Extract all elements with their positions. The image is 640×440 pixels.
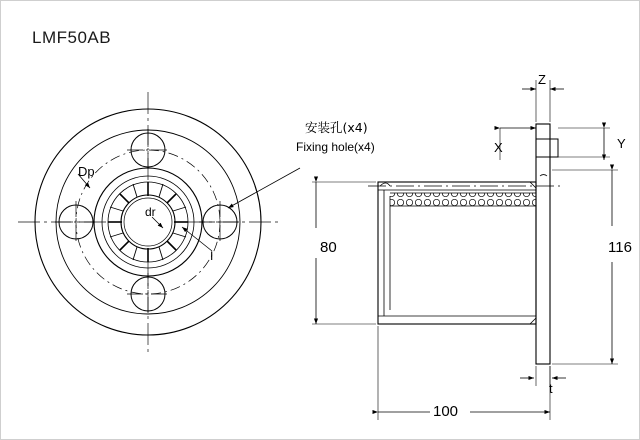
label-dr: dr: [145, 205, 156, 219]
front-view: [18, 92, 278, 352]
label-dp: Dp: [78, 164, 95, 179]
dimension-y: Y: [617, 136, 626, 151]
dimension-80: 80: [320, 239, 337, 256]
dimension-z: Z: [538, 72, 546, 87]
dimension-116: 116: [608, 239, 632, 256]
dimension-100: 100: [433, 403, 459, 420]
fixing-hole-note-en: Fixing hole(x4): [296, 140, 375, 154]
fixing-hole-note-cn: 安装孔(x4): [305, 120, 368, 135]
dimension-x: X: [494, 140, 503, 155]
part-number-title: LMF50AB: [32, 28, 112, 47]
label-i: I: [210, 249, 214, 263]
dimension-t: t: [549, 381, 553, 396]
